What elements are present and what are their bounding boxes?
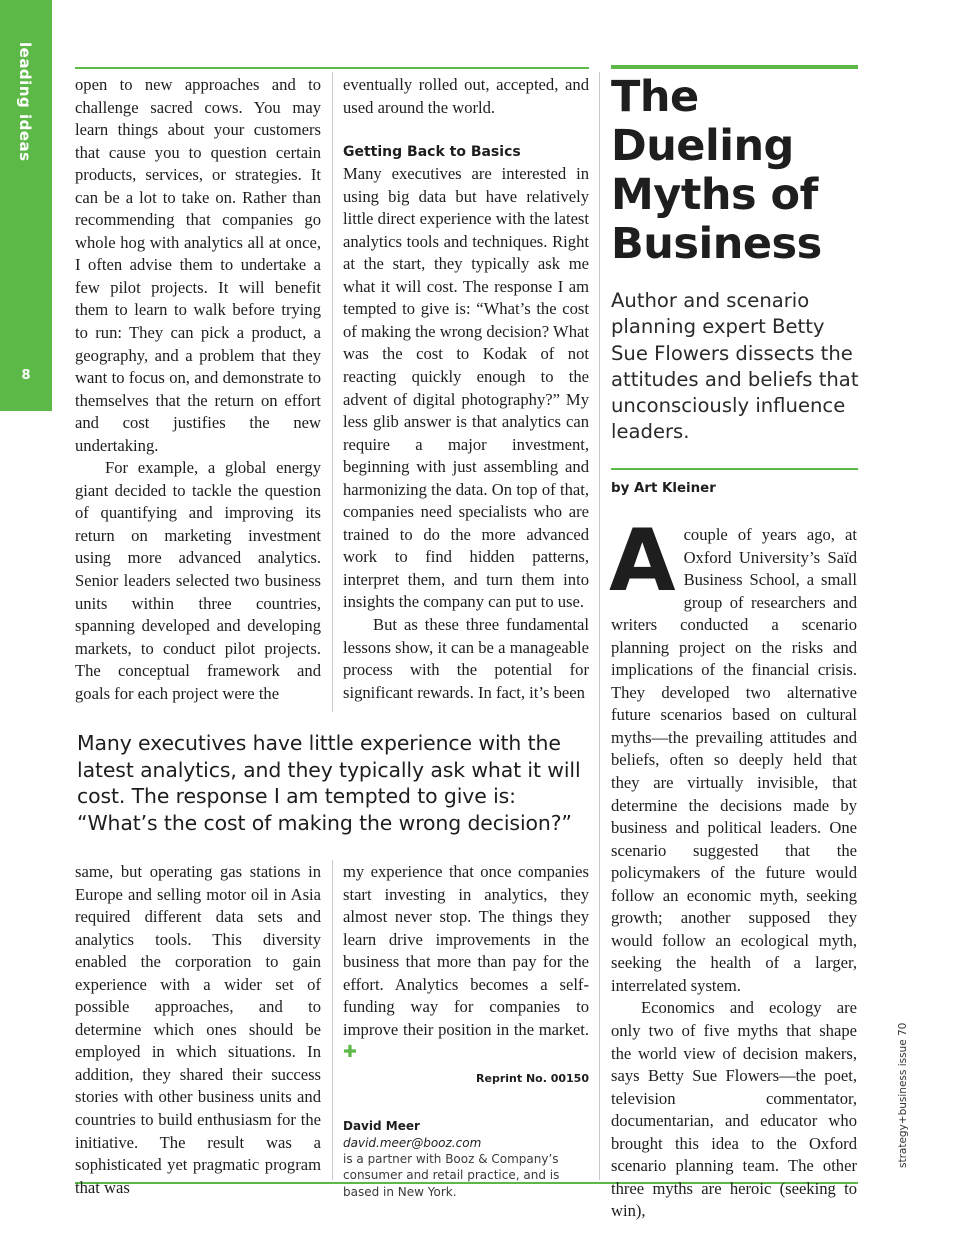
paragraph xyxy=(343,861,589,1064)
drop-cap: A xyxy=(609,511,676,611)
article-column-2-top xyxy=(343,74,589,704)
feature-deck: Author and scenario planning expert Betty Sue Flowers dissects the attitudes and beliefs that unconsciously influence leaders. xyxy=(611,289,859,444)
publication-footer: strategy+business issue 70 xyxy=(897,1022,909,1168)
paragraph: eventually rolled out, accepted, and used around the world. xyxy=(343,75,589,117)
column-divider xyxy=(599,72,600,1180)
paragraph: Many executives are interested in using big data but have relatively little direct experience with the latest analytics tools and techniques. Right at the start, they typically ask me what it will cost. The response I am tempted to give is: “What’s the cost of making the wrong decision? What was the cost to Kodak of not reacting quickly enough to the advent of digital photography?” My less glib answer is that analytics can require a major investment, beginning with just assembling and harmonizing the data. On top of that, companies need specialists who are trained to do the more advanced work to find hidden patterns, interpret them, and turn them into insights the company can put to use. xyxy=(343,164,589,612)
paragraph: open to new approaches and to challenge sacred cows. You may learn things about your customers that cause you to question certain products, services, or strategies. It can be a lot to take on. Rather than recommending that companies go whole hog with analytics all at once, I often advise them to undertake a few pilot projects. It will benefit them to learn to walk before trying to run: They can pick a product, a geography, and a problem that they want to focus on, and demonstrate to themselves that the return on effort and cost justifies the new undertaking. xyxy=(75,75,321,455)
section-tab xyxy=(0,0,52,411)
reprint-number: Reprint No. 00150 xyxy=(476,1071,589,1085)
column-divider xyxy=(332,860,333,1180)
feature-body xyxy=(609,511,857,1223)
page-number: 8 xyxy=(21,368,31,383)
paragraph: same, but operating gas stations in Europe and selling motor oil in Asia required different data sets and analytics tools. This diversity enabled the corporation to gain experience with a wider set of possible approaches, and to determine which ones should be employed in which situations. In addition, they shared their success stories with other business units and countries to build enthusiasm for the initiative. The result was a sophisticated yet pragmatic program that was xyxy=(75,862,321,1197)
paragraph-text: my experience that once companies start investing in analytics, they almost never stop. The things they learn drive improvements in the business that more than pay for the effort. Analytics becomes a self-funding way for companies to improve their position in the market. xyxy=(343,862,589,1039)
top-rule-left xyxy=(75,67,589,69)
article-column-1-top xyxy=(75,74,321,705)
pull-quote: Many executives have little experience with the latest analytics, and they typically ask what it will cost. The response I am tempted to give is: “What’s the cost of making the wrong decision?” xyxy=(77,731,581,835)
author-name: David Meer xyxy=(343,1118,420,1133)
byline: by Art Kleiner xyxy=(611,481,716,496)
paragraph: Economics and ecology are only two of five myths that shape the world view of decision makers, says Betty Sue Flowers—the poet, television commentator, documentarian, and educator who brought this idea to the Oxford scenario planning team. The other three myths are heroic (seeking to win), xyxy=(611,998,857,1221)
paragraph-text: couple of years ago, at Oxford University’s Saïd Business School, a small group of researchers and writers conducted a scenario planning project on the risks and implications of the financial crisis. They developed two alternative future scenarios based on cultural myths—the prevailing attitudes and beliefs, often so deeply held that they are virtually invisible, that determine the decisions made by business and political leaders. One scenario suggested that the policymakers of the future would follow an economic myth, seeking growth; another supposed they would follow an ecological myth, seeking the health of a larger, interrelated system. xyxy=(611,525,857,995)
column-divider xyxy=(332,72,333,712)
article-column-2-bottom xyxy=(343,861,589,1200)
section-label: leading ideas xyxy=(16,42,34,162)
end-mark-plus-icon: ✚ xyxy=(343,1042,357,1062)
paragraph: But as these three fundamental lessons show, it can be a manageable process with the potential for significant rewards. In fact, it’s been xyxy=(343,615,589,702)
paragraph xyxy=(609,511,857,997)
deck-rule xyxy=(611,468,858,470)
author-bio: is a partner with Booz & Company’s consumer and retail practice, and is based in New York. xyxy=(343,1151,560,1199)
top-rule-right xyxy=(611,65,858,69)
article-column-1-bottom xyxy=(75,861,321,1199)
section-heading: Getting Back to Basics xyxy=(343,144,521,161)
author-email[interactable]: david.meer@booz.com xyxy=(343,1135,482,1150)
feature-title: The Dueling Myths of Business xyxy=(611,72,822,269)
paragraph: For example, a global energy giant decided to tackle the question of quantifying and improving its return on marketing investment using more advanced analytics. Senior leaders selected two business units within three countries, spanning developed and developing markets, to conduct pilot projects. The conceptual framework and goals for each project were the xyxy=(75,458,321,703)
